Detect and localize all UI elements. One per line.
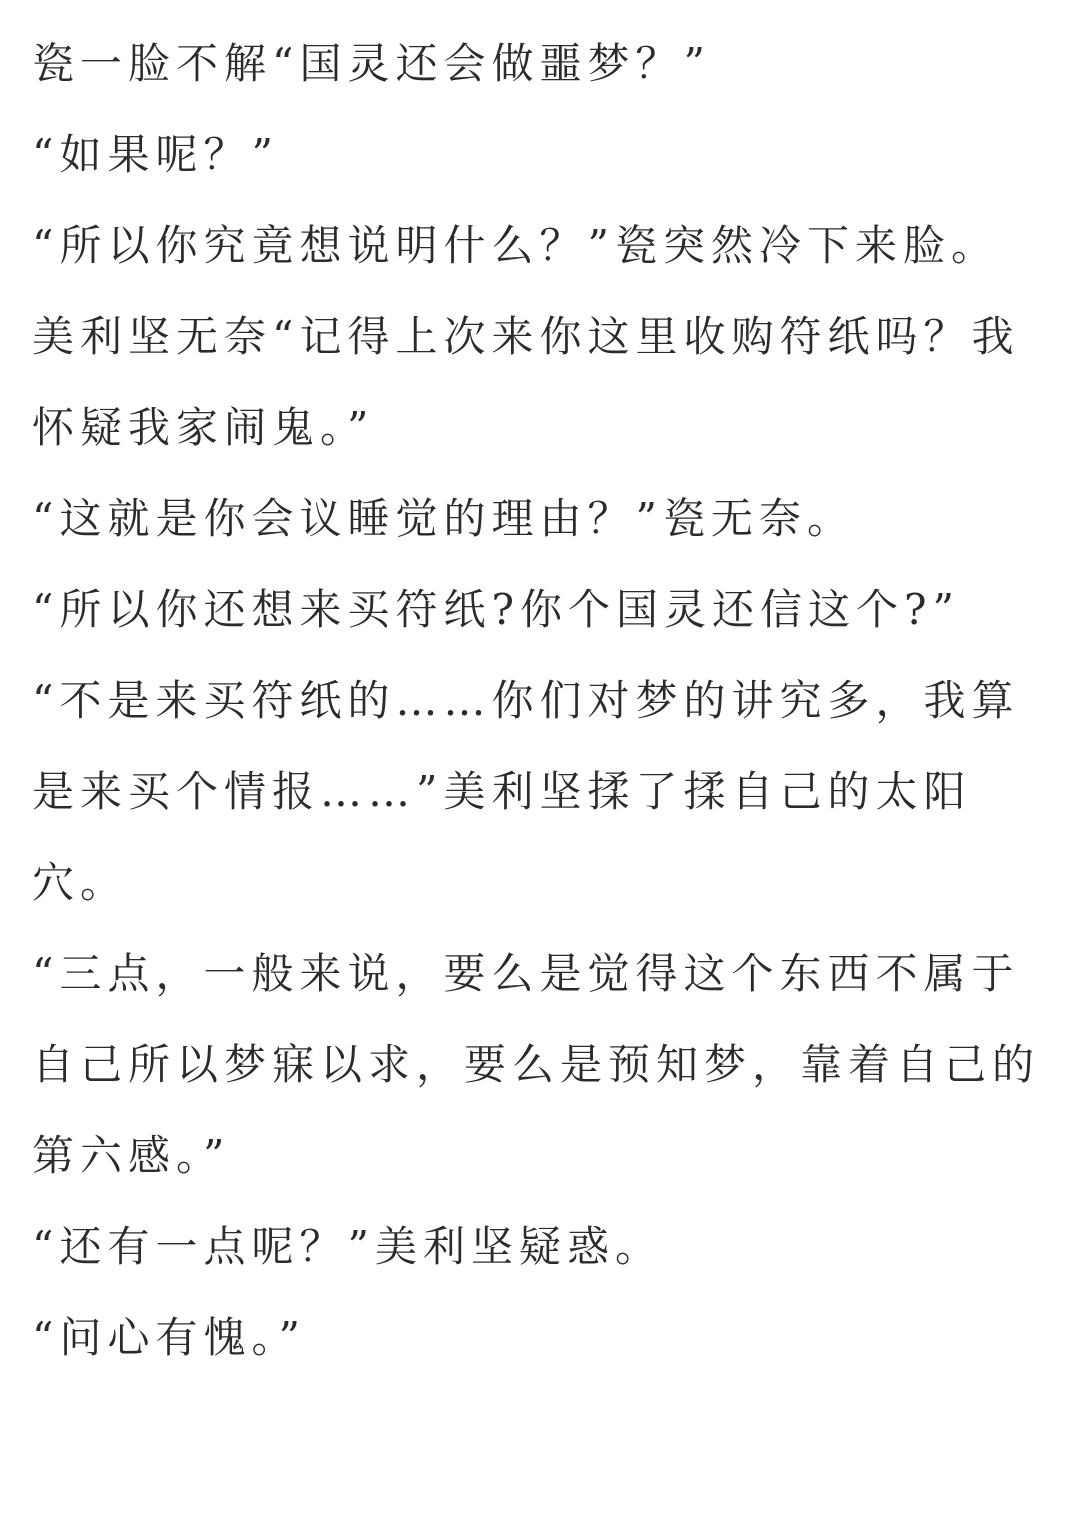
document-text [32,18,1042,1383]
text-line: “三点，一般来说，要么是觉得这个东西不属于 [32,949,1020,998]
text-line: “不是来买符纸的……你们对梦的讲究多，我算 [32,676,1020,725]
text-line: 怀疑我家闹鬼。” [32,403,375,452]
text-line: “所以你还想来买符纸?你个国灵还信这个?” [32,585,960,634]
text-line: 美利坚无奈“记得上次来你这里收购符纸吗？我 [32,312,1020,361]
text-line: 第六感。” [32,1131,231,1180]
text-line: 瓷一脸不解“国灵还会做噩梦？” [32,39,711,88]
text-line: “还有一点呢？”美利坚疑惑。 [32,1222,663,1271]
text-line: “这就是你会议睡觉的理由？”瓷无奈。 [32,494,855,543]
text-line: “所以你究竟想说明什么？”瓷突然冷下来脸。 [32,221,999,270]
text-line: 自己所以梦寐以求，要么是预知梦，靠着自己的 [32,1040,1041,1089]
text-line: 是来买个情报……”美利坚揉了揉自己的太阳 [32,767,972,816]
text-line: 穴。 [32,858,129,907]
text-line: “问心有愧。” [32,1313,306,1362]
text-line: “如果呢？” [32,130,279,179]
